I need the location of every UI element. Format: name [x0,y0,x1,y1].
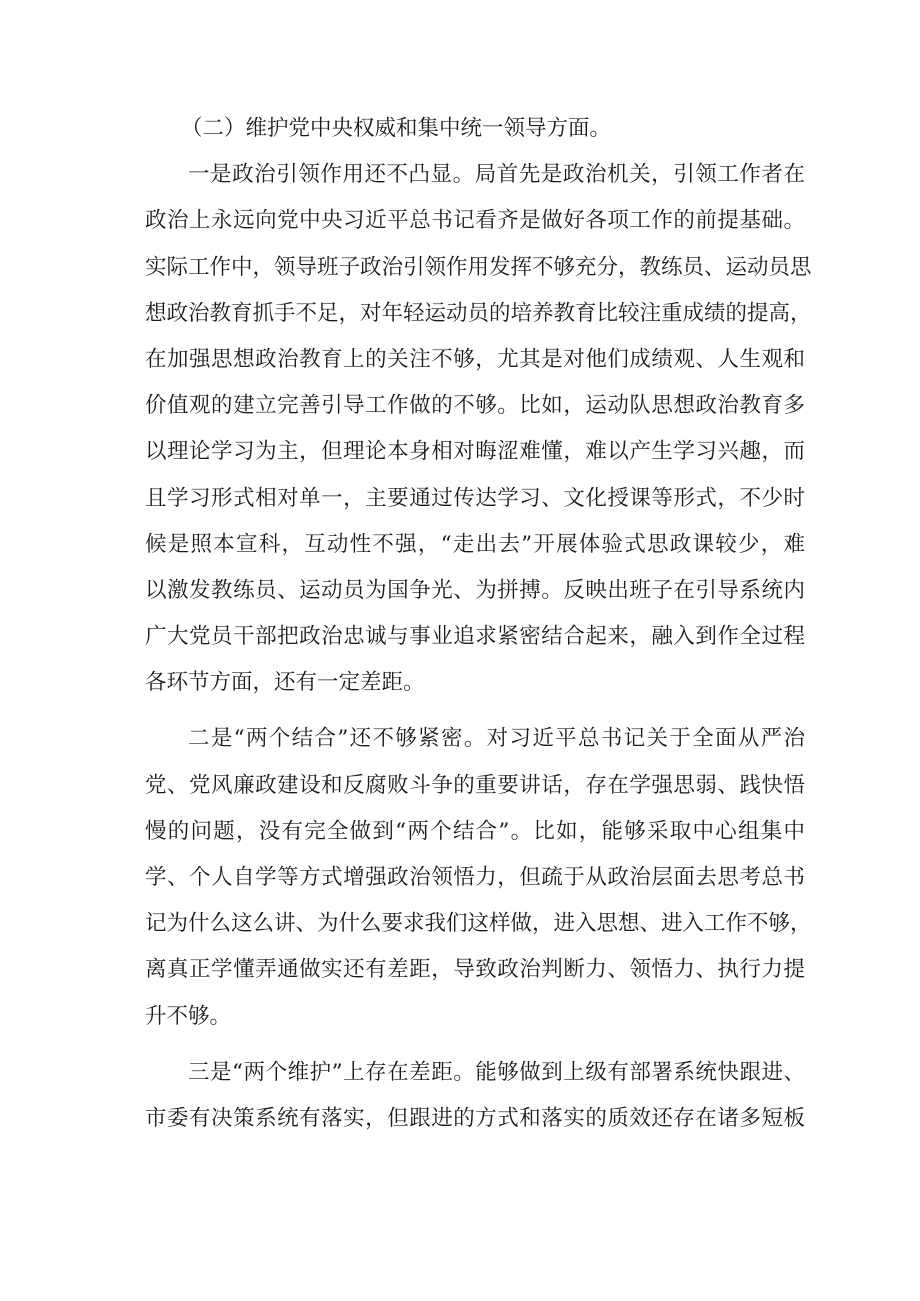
paragraph-1-line-1: 一是政治引领作用还不凸显。局首先是政治机关，引领工作者在 [188,162,805,188]
paragraph-2-line-4: 学、个人自学等方式增强政治领悟力，但疏于从政治层面去思考总书 [145,865,805,890]
paragraph-1-line-8: 且学习形式相对单一，主要通过传达学习、文化授课等形式，不少时 [145,485,805,511]
paragraph-1-line-12: 各环节方面，还有一定差距。 [145,670,425,696]
paragraph-1-line-5: 在加强思想政治教育上的关注不够，尤其是对他们成绩观、人生观和 [145,346,805,372]
paragraph-2-line-5: 记为什么这么讲、为什么要求我们这样做，进入思想、进入工作不够， [145,911,812,937]
paragraph-1-line-4: 想政治教育抓手不足，对年轻运动员的培养教育比较注重成绩的提高， [145,300,812,326]
document-body [145,106,812,1142]
paragraph-1-line-7: 以理论学习为主，但理论本身相对晦涩难懂，难以产生学习兴趣，而 [145,439,805,465]
paragraph-2-line-2: 党、党风廉政建设和反腐败斗争的重要讲话，存在学强思弱、践快悟 [145,772,805,798]
paragraph-2-line-7: 升不够。 [145,1003,232,1029]
paragraph-1-line-6: 价值观的建立完善引导工作做的不够。比如，运动队思想政治教育多 [145,393,805,419]
paragraph-1-line-3: 实际工作中，领导班子政治引领作用发挥不够充分，教练员、运动员思 [145,254,812,280]
paragraph-3-line-1: 三是“两个维护”上存在差距。能够做到上级有部署系统快跟进、 [188,1059,805,1085]
paragraph-spacer [145,706,805,716]
paragraph-1-line-10: 以激发教练员、运动员为国争光、为拼搏。反映出班子在引导系统内 [145,577,805,603]
paragraph-1-line-2: 政治上永远向党中央习近平总书记看齐是做好各项工作的前提基础。 [145,208,805,234]
paragraph-2-line-1: 二是“两个结合”还不够紧密。对习近平总书记关于全面从严治 [188,726,805,752]
paragraph-spacer [145,1040,805,1050]
section-heading: （二）维护党中央权威和集中统一领导方面。 [181,116,612,141]
paragraph-3-line-2: 市委有决策系统有落实，但跟进的方式和落实的质效还存在诸多短板 [145,1105,805,1131]
paragraph-1-line-9: 候是照本宣科，互动性不强，“走出去”开展体验式思政课较少，难 [145,531,805,557]
paragraph-1-line-11: 广大党员干部把政治忠诚与事业追求紧密结合起来，融入到作全过程 [145,624,805,650]
paragraph-2-line-6: 离真正学懂弄通做实还有差距，导致政治判断力、领悟力、执行力提 [145,957,805,983]
paragraph-2-line-3: 慢的问题，没有完全做到“两个结合”。比如，能够采取中心组集中 [145,818,805,844]
